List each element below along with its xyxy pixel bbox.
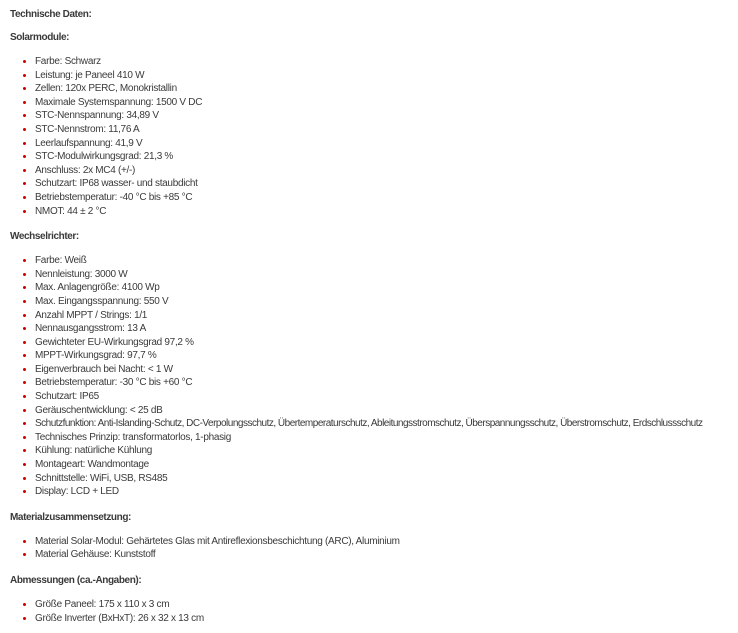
section-heading-wechselrichter: Wechselrichter: xyxy=(10,231,79,243)
spec-item: • Farbe: Schwarz xyxy=(35,55,728,69)
spec-item: • Leerlaufspannung: 41,9 V xyxy=(35,137,728,151)
spec-list-solarmodule xyxy=(10,55,728,218)
section-wechselrichter xyxy=(10,230,728,499)
spec-item: • Größe Inverter (BxHxT): 26 x 32 x 13 cm xyxy=(35,612,728,626)
spec-item: • Betriebstemperatur: -40 °C bis +85 °C xyxy=(35,191,728,205)
section-heading-materialzusammensetzung: Materialzusammensetzung: xyxy=(10,511,131,523)
spec-item: • Material Solar-Modul: Gehärtetes Glas mit Antireflexionsbeschichtung (ARC), Aluminium xyxy=(35,535,728,549)
spec-item: • Kühlung: natürliche Kühlung xyxy=(35,444,728,458)
section-abmessungen xyxy=(10,574,728,625)
spec-item: • Nennleistung: 3000 W xyxy=(35,268,728,282)
spec-item: • Schutzart: IP65 xyxy=(35,390,728,404)
spec-item: • Leistung: je Paneel 410 W xyxy=(35,69,728,83)
spec-item: • Schutzart: IP68 wasser- und staubdicht xyxy=(35,177,728,191)
spec-item: • Größe Paneel: 175 x 110 x 3 cm xyxy=(35,598,728,612)
spec-item: • Display: LCD + LED xyxy=(35,485,728,499)
spec-item: • Schnittstelle: WiFi, USB, RS485 xyxy=(35,472,728,486)
spec-item: • Zellen: 120x PERC, Monokristallin xyxy=(35,82,728,96)
spec-item: • Max. Eingangsspannung: 550 V xyxy=(35,295,728,309)
spec-item: • Geräuschentwicklung: < 25 dB xyxy=(35,404,728,418)
spec-item: • Betriebstemperatur: -30 °C bis +60 °C xyxy=(35,376,728,390)
spec-item: • STC-Nennspannung: 34,89 V xyxy=(35,109,728,123)
section-solarmodule xyxy=(10,31,728,218)
spec-item: • MPPT-Wirkungsgrad: 97,7 % xyxy=(35,349,728,363)
spec-item: • NMOT: 44 ± 2 °C xyxy=(35,205,728,219)
spec-item: • Technisches Prinzip: transformatorlos, 1-phasig xyxy=(35,431,728,445)
spec-item: • Farbe: Weiß xyxy=(35,254,728,268)
page-title: Technische Daten: xyxy=(10,9,92,20)
spec-list-wechselrichter xyxy=(10,254,728,499)
spec-item: • Schutzfunktion: Anti-Islanding-Schutz, DC-Verpolungsschutz, Übertemperaturschutz, Ableitungsstromschutz, Überspannungsschutz, Überstromschutz, Erdschlussschutz xyxy=(35,417,728,431)
spec-item: • Nennausgangsstrom: 13 A xyxy=(35,322,728,336)
spec-item: • Maximale Systemspannung: 1500 V DC xyxy=(35,96,728,110)
section-heading-solarmodule: Solarmodule: xyxy=(10,32,70,43)
spec-list-abmessungen xyxy=(10,598,728,625)
spec-item: • STC-Nennstrom: 11,76 A xyxy=(35,123,728,137)
spec-item: • STC-Modulwirkungsgrad: 21,3 % xyxy=(35,150,728,164)
section-heading-abmessungen: Abmessungen (ca.-Angaben): xyxy=(10,575,142,586)
spec-item: • Montageart: Wandmontage xyxy=(35,458,728,472)
spec-item: • Material Gehäuse: Kunststoff xyxy=(35,548,728,562)
spec-item: • Anzahl MPPT / Strings: 1/1 xyxy=(35,309,728,323)
spec-item: • Max. Anlagengröße: 4100 Wp xyxy=(35,281,728,295)
spec-item: • Eigenverbrauch bei Nacht: < 1 W xyxy=(35,363,728,377)
spec-item: • Gewichteter EU-Wirkungsgrad 97,2 % xyxy=(35,336,728,350)
section-materialzusammensetzung xyxy=(10,511,728,562)
spec-item: • Anschluss: 2x MC4 (+/-) xyxy=(35,164,728,178)
spec-list-materialzusammensetzung xyxy=(10,535,728,562)
